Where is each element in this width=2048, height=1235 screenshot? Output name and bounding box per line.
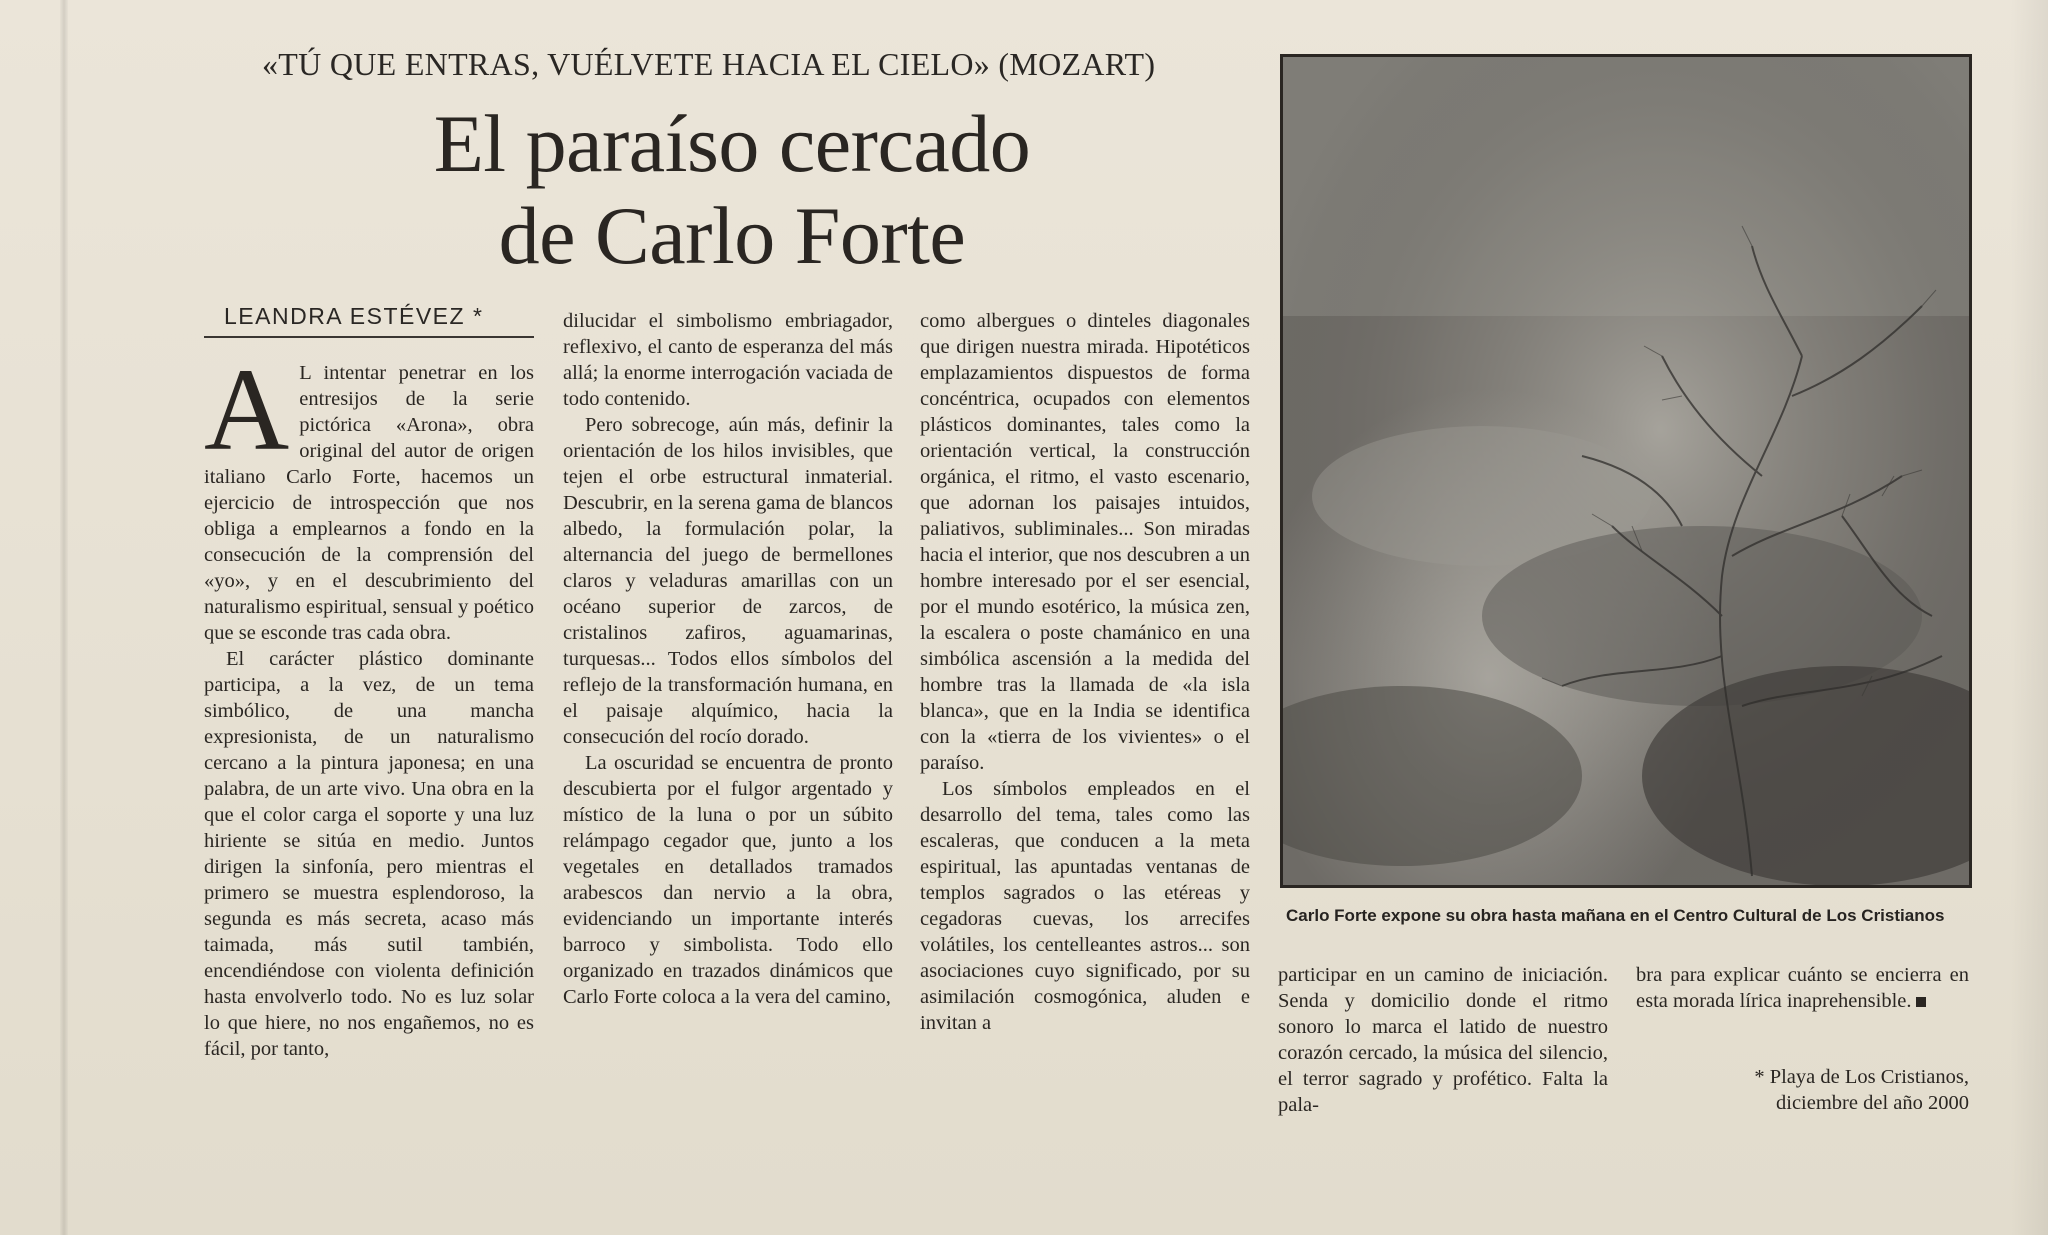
author-note: [1636, 1064, 1969, 1116]
author-note-line-1: * Playa de Los Cristianos,: [1754, 1066, 1969, 1088]
article-column-1: [204, 344, 534, 1120]
author-note-line-2: diciembre del año 2000: [1776, 1092, 1969, 1114]
paragraph: Los símbolos empleados en el desarrollo del tema, tales como las escaleras, que conducen a la meta espiritual, las apuntadas ventanas de templos sagrados o las etéreas y cegadoras cuevas, los arrecifes volátiles, los centelleantes astros... son asociaciones cuyo significado, por su asimilación cosmogónica, aluden e invitan a: [920, 778, 1250, 1034]
article-column-4: [1278, 962, 1608, 1122]
paper-fold-shadow: [60, 0, 68, 1235]
article-column-3: [920, 308, 1250, 1118]
end-mark-icon: [1916, 997, 1926, 1007]
paragraph: La oscuridad se encuentra de pronto descubierta por el fulgor argentado y místico de la luna o por un súbito relámpago cegador que, junto a los vegetales en detallados tramados arabescos dan nervio a la obra, evidenciando un importante interés barroco y simbolista. Todo ello organizado en trazados dinámicos que Carlo Forte coloca a la vera del camino,: [563, 752, 893, 1008]
paragraph: dilucidar el simbolismo embriagador, reflexivo, el canto de esperanza del más allá; la enorme interrogación vaciada de todo contenido.: [563, 310, 893, 410]
paragraph: como albergues o dinteles diagonales que dirigen nuestra mirada. Hipotéticos emplazamientos dispuestos de forma concéntrica, ocupados con elementos plásticos dominantes, tales como la orientación vertical, la construcción orgánica, el ritmo, el vasto escenario, que adornan los paisajes intuidos, paliativos, subliminales... Son miradas hacia el interior, que nos descubren a un hombre interesado por el ser esencial, por el mundo esotérico, la música zen, la escalera o poste chamánico en una simbólica ascensión a la medida del hombre tras la llamada de «la isla blanca», que en la India se identifica con la «tierra de los vivientes» o el paraíso.: [920, 310, 1250, 774]
headline-line-2: de Carlo Forte: [498, 190, 966, 281]
paragraph: Pero sobrecoge, aún más, definir la orientación de los hilos invisibles, que tejen el orbe estructural inmaterial. Descubrir, en la serena gama de blancos albedo, la formulación polar, la alternancia del juego de bermellones claros y veladuras amarillas con un océano superior de zarcos, de cristalinos zafiros, aguamarinas, turquesas... Todos ellos símbolos del reflejo de la transformación humana, en el paisaje alquímico, hacia la consecución del rocío dorado.: [563, 414, 893, 748]
article-headline: [392, 98, 1072, 282]
article-kicker: «TÚ QUE ENTRAS, VUÉLVETE HACIA EL CIELO» (MOZART): [262, 46, 1156, 82]
paragraph: A L intentar penetrar en los entresijos de la serie pictórica «Arona», obra original del autor de origen italiano Carlo Forte, hacemos un ejercicio de introspección que nos obliga a emplearnos a fondo en la consecución de la comprensión del «yo», y en el descubrimiento del naturalismo espiritual, sensual y poético que se esconde tras cada obra.: [204, 344, 534, 644]
article-column-2: [563, 308, 893, 1108]
article-byline: LEANDRA ESTÉVEZ *: [224, 303, 484, 329]
byline-rule: [204, 336, 534, 338]
paragraph: participar en un camino de iniciación. Senda y domicilio donde el ritmo sonoro lo marca el latido de nuestro corazón cercado, la música del silencio, el terror sagrado y profético. Falta la pala-: [1278, 964, 1608, 1116]
artwork-photo: [1280, 54, 1972, 888]
paper-edge-shadow: [2010, 0, 2048, 1235]
headline-line-1: El paraíso cercado: [433, 98, 1031, 189]
article-column-5: [1636, 962, 1969, 1072]
drop-cap: A: [204, 344, 290, 475]
paragraph: bra para explicar cuánto se encierra en esta morada lírica inaprehensible.: [1636, 964, 1969, 1012]
photo-caption: Carlo Forte expone su obra hasta mañana en el Centro Cultural de Los Cristianos: [1286, 906, 1945, 925]
paragraph: El carácter plástico dominante participa, a la vez, de un tema simbólico, de una mancha expresionista, de un naturalismo cercano a la pintura japonesa; en una palabra, de un arte vivo. Una obra en la que el color carga el soporte y una luz hiriente se sitúa en medio. Juntos dirigen la sinfonía, pero mientras el primero se muestra esplendoroso, la segunda es más secreta, acaso más taimada, más sutil también, encendiéndose con violenta definición hasta envolverlo todo. No es luz solar lo que hiere, no nos engañemos, no es fácil, por tanto,: [204, 648, 534, 1060]
artwork-image: [1282, 56, 1970, 886]
